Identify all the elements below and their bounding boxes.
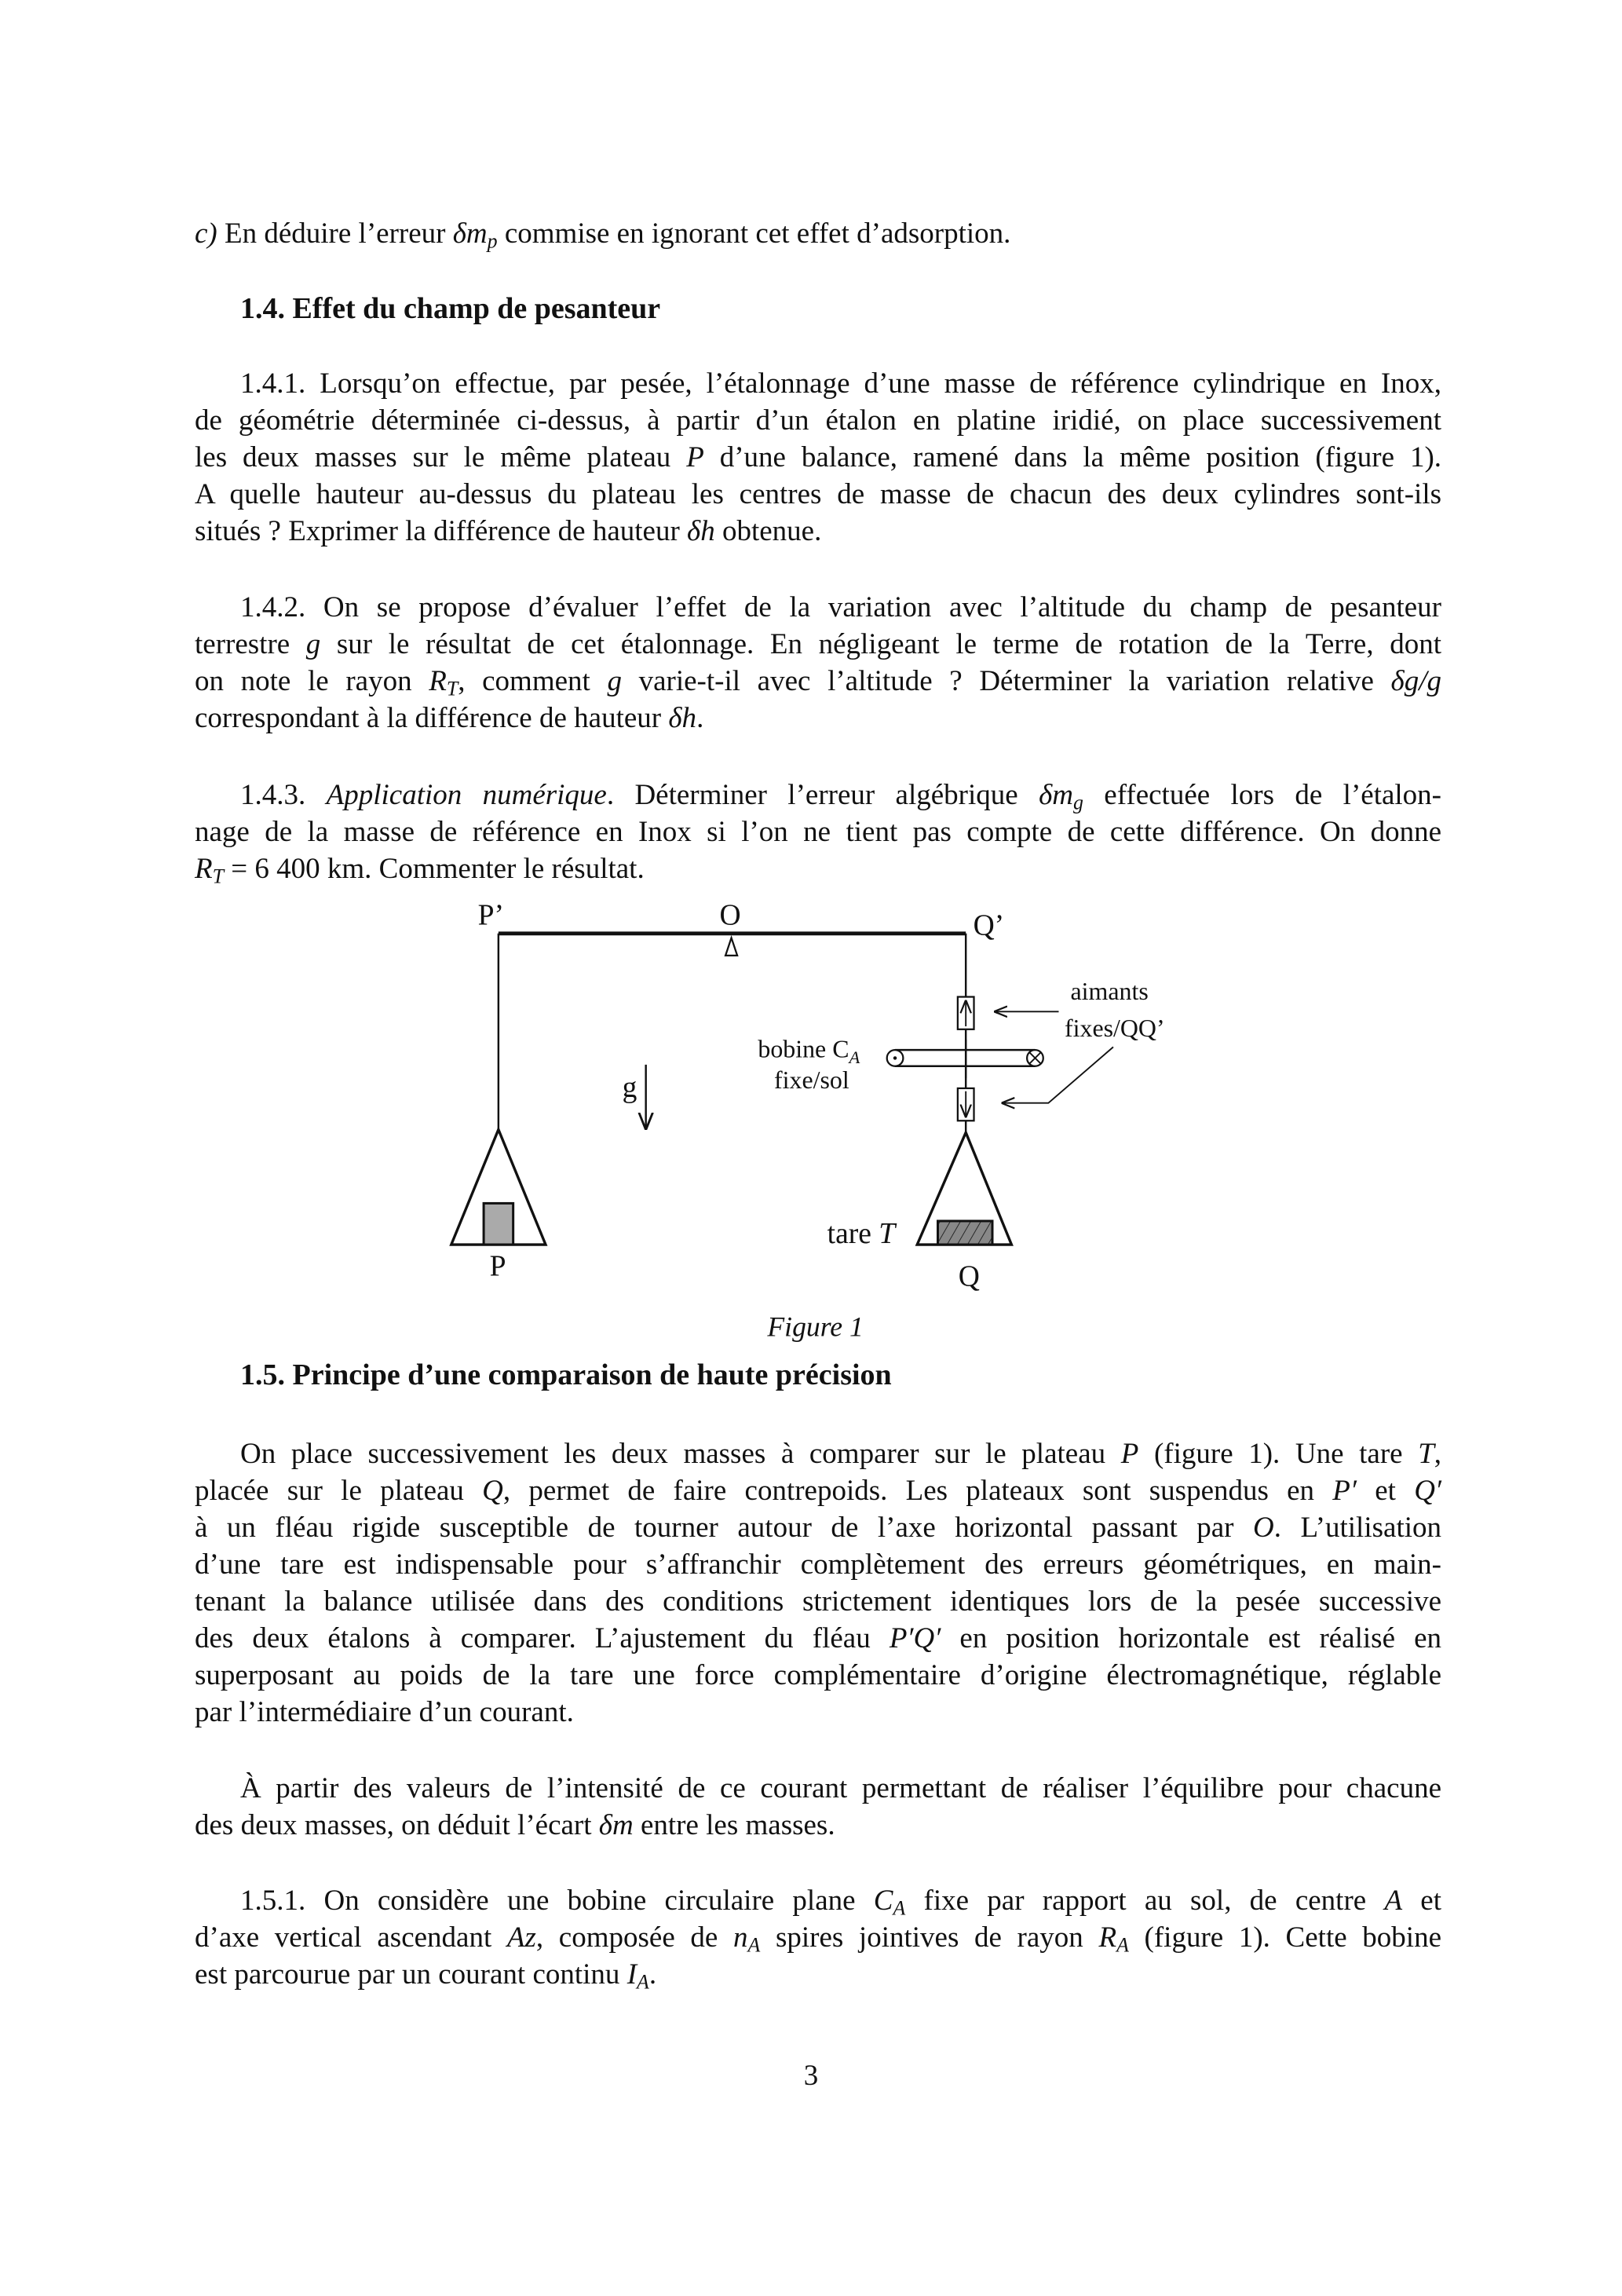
text-run-content: = 6 400 km. Commenter le résultat.: [224, 853, 645, 885]
text-run-content: P: [686, 441, 704, 473]
text-run: [1357, 1475, 1414, 1507]
text-run-content: (figure 1). Une tare: [1138, 1438, 1419, 1470]
text-run-content: δh: [668, 702, 697, 734]
text-run-content: C: [873, 1885, 893, 1917]
tare-mass: [938, 1221, 992, 1245]
text-run-content: nage de la masse de référence en Inox si l’on ne tient pas compte de cette différence. On donne: [195, 816, 1441, 848]
text-run-content: fixe par rapport au sol, de centre: [905, 1885, 1385, 1917]
pointer-arrow-lower: [1003, 1047, 1113, 1102]
section-heading-1-4: 1.4. Effet du champ de pesanteur: [240, 292, 661, 325]
text-run-content: Q′: [1414, 1475, 1442, 1507]
subscript: A: [747, 1933, 761, 1957]
text-run-content: ,: [1434, 1438, 1442, 1470]
text-run-content: I: [627, 1958, 637, 1991]
figure-caption: Figure 1: [767, 1311, 864, 1343]
text-run-content: δm: [1039, 779, 1073, 811]
label-fixe-sol: fixe/sol: [774, 1066, 849, 1094]
text-run: [195, 1958, 627, 1991]
text-run: [941, 1622, 1441, 1654]
paragraph-1-5-intro: [195, 1435, 1441, 1731]
text-run: [1414, 1475, 1441, 1507]
paragraph-1-5-1: [195, 1882, 1441, 1993]
subscript: p: [487, 229, 498, 253]
page-number: 3: [803, 2060, 819, 2092]
text-line: [195, 1956, 1441, 1993]
mass-on-pan-p: [484, 1203, 513, 1245]
text-line: [195, 1435, 1441, 1472]
text-run: [1138, 1438, 1418, 1470]
text-line: [195, 1583, 1441, 1620]
subscript: T: [446, 677, 458, 700]
text-run-content: superposant au poids de la tare une force complémentaire d’origine électromagnétique, réglable: [195, 1659, 1441, 1691]
subscript: A: [637, 1970, 649, 1994]
text-run: [195, 1585, 1441, 1618]
label-q-prime: Q’: [973, 909, 1005, 942]
text-run-content: sur le résultat de cet étalonnage. En négligeant le terme de rotation de la Terre, dont: [320, 628, 1441, 660]
label-p: P: [489, 1250, 506, 1283]
paragraph-1-5-current: [195, 1770, 1441, 1844]
text-line: [195, 1472, 1441, 1509]
text-run-content: Q: [482, 1475, 503, 1507]
text-run: [536, 1921, 733, 1954]
text-run-content: P′Q′: [889, 1622, 941, 1654]
label-q: Q: [958, 1260, 980, 1293]
text-run: [634, 1809, 835, 1841]
text-run: [195, 1512, 1253, 1544]
text-line: [195, 1657, 1441, 1694]
text-run: [507, 1921, 536, 1954]
text-line: [195, 1807, 1441, 1844]
text-run-content: les deux masses sur le même plateau: [195, 441, 687, 473]
text-run: [482, 1475, 503, 1507]
label-fixes-qq: fixes/QQ’: [1065, 1015, 1165, 1043]
text-run: [195, 1921, 507, 1954]
text-run-content: d’une tare est indispensable pour s’affranchir complètement des erreurs géométriques, en main-: [195, 1548, 1441, 1581]
subscript: A: [1116, 1933, 1129, 1957]
text-run-content: O: [1252, 1512, 1274, 1544]
text-run-content: commise en ignorant cet effet d’adsorption.: [497, 218, 1011, 250]
text-run-content: A quelle hauteur au-dessus du plateau les centres de masse de chacun des deux cylindres sont-ils: [195, 478, 1441, 510]
text-run-content: δm: [452, 218, 488, 250]
text-run-content: Application numérique: [326, 779, 607, 811]
text-run: [905, 1885, 1384, 1917]
text-run: [240, 1885, 874, 1917]
text-line: [195, 1694, 1441, 1731]
text-run: [195, 1548, 1441, 1581]
text-run-content: . Déterminer l’erreur algébrique: [606, 779, 1039, 811]
text-run: [1253, 1512, 1274, 1544]
text-run: [732, 1921, 761, 1957]
text-run: [627, 1958, 649, 1994]
text-run: [195, 1659, 1441, 1691]
label-p-prime: P’: [477, 899, 504, 932]
label-o: O: [719, 899, 741, 932]
text-run-content: 1.5.1. On considère une bobine circulaire plane: [240, 1885, 874, 1917]
text-run-content: 1.4.2. On se propose d’évaluer l’effet de la variation avec l’altitude du champ de pesanteur: [240, 591, 1441, 623]
text-run-content: .: [648, 1958, 657, 1991]
text-run: [240, 1438, 1121, 1470]
text-run-content: spires jointives de rayon: [760, 1921, 1099, 1954]
label-g: g: [622, 1072, 637, 1105]
text-run-content: On place successivement les deux masses à comparer sur le plateau: [240, 1438, 1121, 1470]
text-run-content: varie-t-il avec l’altitude ? Déterminer la variation relative: [621, 665, 1391, 697]
text-run-content: δg/g: [1390, 665, 1441, 697]
text-run-content: effectuée lors de l’étalon-: [1083, 779, 1441, 811]
text-run-content: d’une balance, ramené dans la même position (figure 1).: [703, 441, 1442, 473]
text-run: [1129, 1921, 1441, 1954]
text-line: [195, 1620, 1441, 1657]
label-bobine: bobine $C_A$: [758, 1035, 860, 1068]
text-run-content: , composée de: [535, 1921, 733, 1954]
text-line: [195, 1509, 1441, 1546]
text-run-content: 1.4.1. Lorsqu’on effectue, par pesée, l’étalonnage d’une masse de référence cylindrique en Inox,: [240, 367, 1441, 400]
text-run-content: et: [1402, 1885, 1441, 1917]
text-run: [1098, 1921, 1129, 1957]
text-run-content: des deux masses, on déduit l’écart: [195, 1809, 599, 1841]
text-run: [503, 1475, 1332, 1507]
text-run: [1434, 1438, 1441, 1470]
text-line: [195, 1770, 1441, 1807]
label-aimants: aimants: [1070, 978, 1149, 1006]
text-run-content: , comment: [458, 665, 608, 697]
text-run: [1274, 1512, 1441, 1544]
text-run-content: n: [732, 1921, 748, 1954]
text-run-content: .: [696, 702, 704, 734]
text-line: [195, 1882, 1441, 1919]
text-run: [195, 1622, 890, 1654]
text-run-content: et: [1357, 1475, 1415, 1507]
text-run-content: δh: [687, 515, 715, 547]
text-run: [890, 1622, 941, 1654]
text-run-content: en position horizontale est réalisé en: [941, 1622, 1441, 1654]
text-run-content: à un fléau rigide susceptible de tourner autour de l’axe horizontal passant par: [195, 1512, 1253, 1544]
text-run-content: de géométrie déterminée ci-dessus, à partir d’un étalon en platine iridié, on place successivement: [195, 404, 1441, 437]
text-run: [240, 1772, 1441, 1804]
text-run-content: Az: [506, 1921, 536, 1954]
text-run-content: P: [1120, 1438, 1139, 1470]
text-run-content: (figure 1). Cette bobine: [1128, 1921, 1441, 1954]
text-run-content: placée sur le plateau: [195, 1475, 483, 1507]
text-run-content: est parcourue par un courant continu: [195, 1958, 627, 1991]
text-run: [599, 1809, 634, 1841]
text-run-content: correspondant à la différence de hauteur: [195, 702, 669, 734]
text-run-content: d’axe vertical ascendant: [195, 1921, 507, 1954]
text-run-content: A: [1384, 1885, 1403, 1917]
subscript: A: [893, 1896, 906, 1920]
text-run-content: g: [305, 628, 321, 660]
text-run-content: δm: [598, 1809, 634, 1841]
text-run-content: . L’utilisation: [1273, 1512, 1442, 1544]
section-heading-1-5: 1.5. Principe d’une comparaison de haute précision: [240, 1358, 892, 1391]
text-run: [649, 1958, 656, 1991]
text-run-content: R: [429, 665, 447, 697]
text-run-content: par l’intermédiaire d’un courant.: [195, 1696, 574, 1728]
label-tare: tare T: [827, 1218, 896, 1251]
text-run: [195, 1809, 599, 1841]
text-run-content: des deux étalons à comparer. L’ajustement du fléau: [195, 1622, 890, 1654]
subscript: T: [212, 865, 225, 888]
text-run-content: , permet de faire contrepoids. Les plateaux sont suspendus en: [502, 1475, 1333, 1507]
text-run-content: on note le rayon: [195, 665, 429, 697]
text-run: [195, 1475, 482, 1507]
subscript: g: [1073, 791, 1083, 814]
text-run: [1332, 1475, 1357, 1507]
text-run-content: c): [195, 218, 217, 250]
text-run-content: entre les masses.: [633, 1809, 835, 1841]
text-run-content: P′: [1332, 1475, 1357, 1507]
text-run-content: T: [1418, 1438, 1434, 1470]
text-run-content: À partir des valeurs de l’intensité de ce courant permettant de réaliser l’équilibre pour chacune: [240, 1772, 1441, 1804]
text-run-content: terrestre: [195, 628, 306, 660]
text-run: [195, 1696, 574, 1728]
text-run-content: 1.4.3.: [240, 779, 327, 811]
text-line: [195, 1546, 1441, 1583]
text-run: [1121, 1438, 1139, 1470]
text-run: [1402, 1885, 1441, 1917]
text-run: [1418, 1438, 1434, 1470]
text-run-content: g: [607, 665, 622, 697]
text-run-content: R: [195, 853, 213, 885]
text-run-content: R: [1098, 1921, 1117, 1954]
text-run-content: situés ? Exprimer la différence de hauteur: [195, 515, 688, 547]
text-run: [1384, 1885, 1402, 1917]
pivot-triangle: [725, 938, 737, 956]
text-run-content: En déduire l’erreur: [217, 218, 453, 250]
text-run-content: tenant la balance utilisée dans des conditions strictement identiques lors de la pesée successive: [195, 1585, 1441, 1618]
text-run: [760, 1921, 1098, 1954]
text-run: [873, 1885, 906, 1920]
text-line: [195, 1919, 1441, 1956]
text-run-content: obtenue.: [714, 515, 822, 547]
